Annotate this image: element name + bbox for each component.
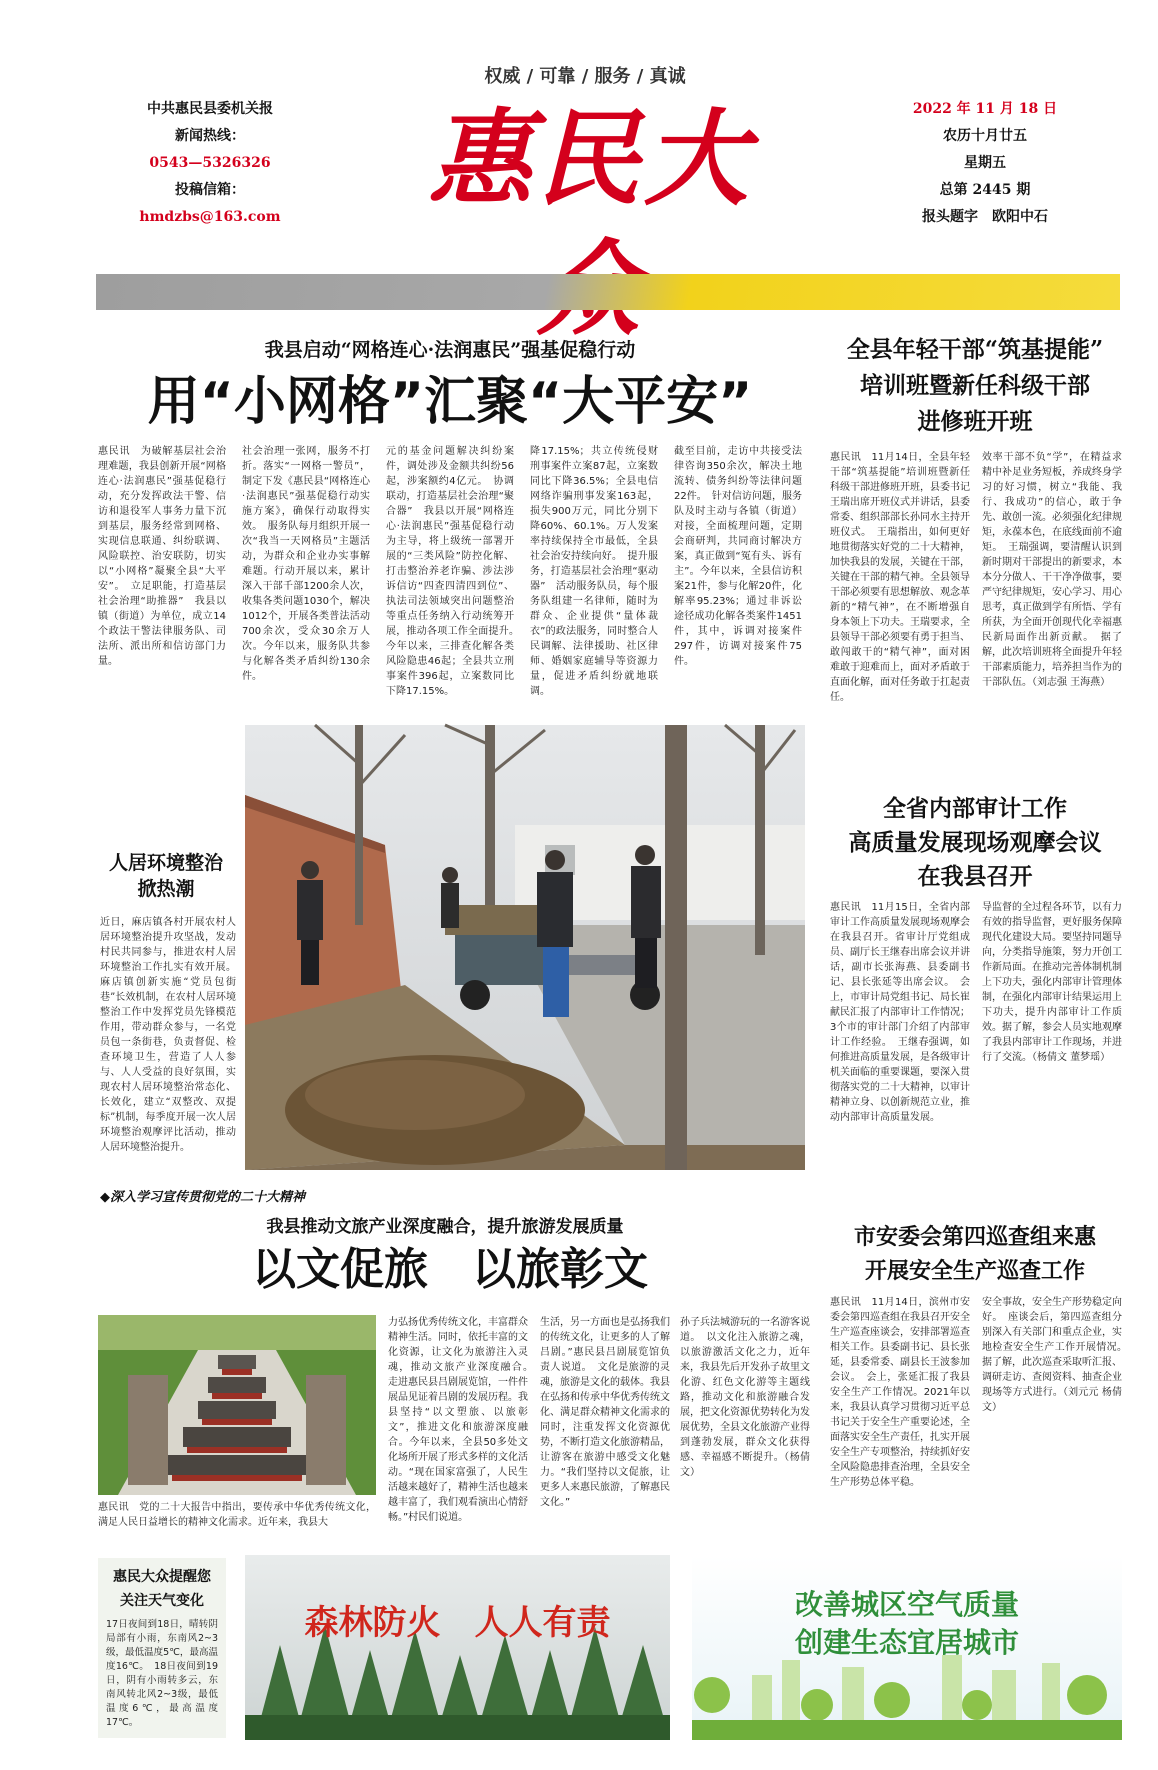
right3-column-a: 惠民讯 11月14日，滨州市安委会第四巡查组在我县召开安全生产巡查座谈会，安排部署巡查相关工作。县委副书记、县长张延，县委常委、副县长王波参加会议。 会上，张延汇报了我县安全生产工作情况。2021年以来，我县认真学习贯彻习近平总书记关于安全生产重要论述，全面落实安全生产责任，扎实开展安全生产专项整治，持续抓好安全风险隐患排查治理，全县安全生产形势总体平稳。 [830,1297,970,1488]
culture-caption: 惠民讯 党的二十大报告中指出，要传承中华优秀传统文化，满足人民日益增长的精神文化需求。近年来，我县大 [98,1502,376,1528]
lead-column-1: 惠民讯 为破解基层社会治理难题，我县创新开展“网格连心·法润惠民”强基促稳行动，充分发挥政法干警、信访和退役军人事务力量下沉到基层，服务经常到网格、实现信息联通、纠纷联调、风险联控、治安联防，切实以“小网格”凝聚全县“大平安”。 立足职能，打造基层社会治理“助推器” 我县以镇（街道）为单位，成立14个政法干警法律服务队、司法所、派出所和信访部门力量。 [98,446,226,667]
organ-name: 中共惠民县委机关报 [147,101,273,117]
forest-ad-trees [245,1555,670,1740]
right1-column-b: 效率干部不负“学”，在精益求精中补足业务短板，养成终身学习的好习惯，树立“我能、我行、我成功”的信心，敢于争先、敢创一流。必须强化纪律规矩，永葆本色，在底线面前不逾矩。 王瑞强调，要清醒认识到新时期对干部提出的新要求，本本分分做人、干干净净做事，要严守纪律规矩，安心学习、用心思考，真正做到学有所悟、学有所获，为全面开创现代化幸福惠民新局面作出新贡献。 据了解，此次培训班将全面提升年轻干部素质能力，培养担当作为的干部队伍。（刘志强 王海燕） [982,452,1122,688]
air-ad-line2: 创建生态宜居城市 [794,1626,1019,1659]
issue-date: 2022 年 11 月 18 日 [912,101,1058,117]
feature-title [96,850,236,902]
weather-text: 17日夜间到18日，晴转阴局部有小雨，东南风2~3级，最低温度5℃，最高温度16℃。 18日夜间到19日，阴有小雨转多云，东南风转北风2~3级，最低温度6℃，最高温度17℃。 [106,1619,218,1728]
masthead-right [900,96,1070,231]
feature-photo [245,725,805,1170]
masthead-slogan: 权威 / 可靠 / 服务 / 真诚 [484,66,686,87]
masthead-title: 惠民大 [427,97,752,220]
culture-column-4: 孙子兵法城游玩的一名游客说道。 以文化注入旅游之魂，以旅游激活文化之力，近年来，我县先后开发孙子故里文化游、红色文化游等主题线路，推动文化和旅游融合发展，把文化资源优势转化为发展优势，全县文化旅游产业得到蓬勃发展，群众文化获得感、幸福感不断提升。（杨倩文） [680,1317,810,1478]
lead-subtitle: 我县启动“网格连心·法润惠民”强基促稳行动 [264,339,636,361]
air-ad-line1: 改善城区空气质量 [794,1588,1019,1621]
culture-column-2: 力弘扬优秀传统文化，丰富群众精神生活。同时，依托丰富的文化资源，让文化为旅游注入灵魂，推动文旅产业深度融合。 走进惠民县吕剧展览馆，一件件展品见证着吕剧的发展历程。我县坚持“以文塑旅、以旅彰文”，推进文化和旅游深度融合。今年以来，全县50多处文化场所开展了形式多样的文化活动。“现在国家富强了，人民生活越来越好了，精神生活也越来越丰富了，我们观看演出心情舒畅。”村民们说道。 [388,1317,538,1523]
culture-photo-image [98,1315,376,1495]
lunar-date: 农历十月廿五 [943,128,1027,144]
right2-title [820,792,1130,894]
forest-fire-ad [245,1555,670,1740]
right3-column-b: 安全事故，安全生产形势稳定向好。 座谈会后，第四巡查组分别深入有关部门和重点企业，实地检查安全生产工作开展情况。 据了解，此次巡查采取听汇报、调研走访、查阅资料、抽查企业现场等方式进行。（刘元元 杨倩文） [982,1297,1132,1413]
feature-title-line2: 掀热潮 [137,878,195,900]
right2-column-a: 惠民讯 11月15日，全省内部审计工作高质量发展现场观摩会在我县召开。省审计厅党组成员、副厅长王继春出席会议并讲话，副市长张海燕、县委副书记、县长张延等出席会议。 会上，市审计局党组书记、局长崔献民汇报了内部审计工作情况；3个市的审计部门介绍了内部审计工作经验。 王继春强调，如何推进高质量发展，是各级审计机关面临的重要课题，要深入贯彻落实党的二十大精神，以审计精神立身、以创新规范立业，推动内部审计高质量发展。 [830,902,970,1123]
right1-title-line3: 进修班开班 [917,408,1033,435]
feature-title-line1: 人居环境整治 [108,852,223,874]
email-label: 投稿信箱： [175,182,245,198]
right3-title-line1: 市安委会第四巡查组来惠 [853,1224,1096,1250]
right3-title [820,1220,1130,1288]
lead-title: 用“小网格”汇聚“大平安” [147,372,753,432]
masthead-band [96,274,1120,310]
hotline-label: 新闻热线： [175,128,245,144]
culture-photo [98,1315,376,1495]
right1-column-a: 惠民讯 11月14日，全县年轻干部“筑基提能”培训班暨新任科级干部进修班开班，县委书记王瑞出席开班仪式并讲话，县委常委、组织部部长孙同水主持开班仪式。 王瑞指出，如何更好地贯彻落实好党的二十大精神，加快我县的发展，关键在干部，关键在干部的精气神。全县领导干部必须要有思想解放、观念革新的“精气神”，在不断增强自身本领上下功夫。王瑞要求，全县领导干部必须要有勇于担当、敢闯敢干的“精气神”，面对困难敢于迎难而上，面对矛盾敢于直面化解，面对任务敢于扛起责任。 [830,452,970,703]
culture-column-3: 生活，另一方面也是弘扬我们的传统文化，让更多的人了解吕剧。”惠民县吕剧展览馆负责人说道。 文化是旅游的灵魂，旅游是文化的载体。我县在弘扬和传承中华优秀传统文化、满足群众精神文化需求的同时，注重发挥文化资源优势，不断打造文化旅游精品，让游客在旅游中感受文化魅力。“我们坚持以文促旅，让更多人来惠民旅游，了解惠民文化。” [540,1317,670,1508]
culture-title: 以文促旅 以旅彰文 [252,1244,648,1295]
lead-column-4: 降17.15%；共立传统侵财刑事案件立案87起，立案数同比下降36.5%；全县电信网络诈骗刑事发案163起，损失900万元，同比分别下降60%、60.1%。万人发案率持续保持全市最低，全县社会治安持续向好。 提升服务，打造基层社会治理“驱动器” 活动服务队员，每个服务队组建一名律师，随时为群众、企业提供“量体裁衣”的政法服务，同时整合人民调解、法律援助、社区律师、婚姻家庭辅导等资源力量，促进矛盾纠纷就地联调。 [530,446,658,697]
masthead-left [130,96,290,231]
weather-title-line1: 惠民大众提醒您 [113,1569,211,1585]
hotline-number: 0543—5326326 [149,155,271,171]
air-quality-ad [692,1555,1122,1740]
weekday: 星期五 [964,155,1006,171]
weather-box [98,1558,226,1738]
feature-photo-image [245,725,805,1170]
right2-column-b: 导监督的全过程各环节，以有力有效的指导监督，更好服务保障现代化建设大局。要坚持同题导向，分类指导施策，努力开创工作新局面。在推动完善体制机制上下功夫，强化内部审计管理体制，在强化内部审计结果运用上下功夫，提升内部审计工作质效。据了解，参会人员实地观摩了我县内部审计工作现场，并进行了交流。（杨倩文 董梦瑶） [982,902,1122,1063]
forest-ad-slogan: 森林防火 人人有责 [304,1603,611,1643]
lead-column-2: 社会治理一张网，服务不打折。落实“一网格一警员”，制定下发《惠民县“网格连心·法润惠民”强基促稳行动实施方案》，确保行动取得实效。 服务队每月组织开展一次“我当一天网格员”主题活动，为群众和企业办实事解难题。行动开展以来，累计深入干部千部1200余人次，收集各类问题1030个，解决1012个，开展各类普法活动700余次，受众30余万人次。今年以来，服务队共参与化解各类矛盾纠纷130余件。 [242,446,370,682]
right3-title-line2: 开展安全生产巡查工作 [864,1258,1085,1284]
email-address: hmdzbs@163.com [139,209,281,225]
right1-title [820,332,1130,440]
right2-title-line2: 高质量发展现场观摩会议 [848,829,1102,856]
calligraphy-credit: 报头题字 欧阳中石 [922,209,1048,225]
feature-text: 近日，麻店镇各村开展农村人居环境整治提升攻坚战，发动村民共同参与，推进农村人居环境整治工作扎实有效开展。麻店镇创新实施“党员包街巷”长效机制，在农村人居环境整治工作中发挥党员先锋模范作用，带动群众参与，一名党员包一条街巷，负责督促、检查环境卫生，营造了人人参与、人人受益的良好氛围，实现农村人居环境整治常态化、长效化，建立“双整改、双提标”机制，每季度开展一次人居环境整治观摩评比活动，推动人居环境整治提升。 [100,917,236,1153]
weather-title-line2: 关注天气变化 [120,1593,204,1609]
issue-number: 总第 2445 期 [939,182,1031,198]
right1-title-line2: 培训班暨新任科级干部 [860,372,1090,399]
right2-title-line1: 全省内部审计工作 [883,795,1067,822]
culture-kicker: ◆深入学习宣传贯彻党的二十大精神 [100,1190,305,1205]
right2-title-line3: 在我县召开 [917,863,1033,890]
lead-column-3: 元的基金问题解决纠纷案件，调处涉及金额共纠纷56起，涉案额约4亿元。 协调联动，打造基层社会治理“聚合器” 我县以开展“网格连心·法润惠民”强基促稳行动为主导，将上级统一部署开展的“三类风险”防控化解、打击整治养老诈骗、涉法涉诉信访“四查四清四到位”、执法司法领域突出问题整治等重点任务纳入行动统筹开展，推动各项工作全面提升。 今年以来，三排查化解各类风险隐患46起；全县共立刑事案件396起，立案数同比下降17.15%。 [386,446,524,697]
right1-title-line1: 全县年轻干部“筑基提能” [846,336,1104,363]
culture-subtitle: 我县推动文旅产业深度融合，提升旅游发展质量 [266,1217,624,1237]
lead-column-5: 截至目前，走访中共接受法律咨询350余次，解决土地流转、债务纠纷等法律问题22件。 针对信访问题，服务队及时主动与各镇（街道）对接，全面梳理问题，定期会商研判，共同商讨解决方案，真正做到“冤有头、诉有主”。今年以来，全县信访积案21件，参与化解20件，化解率95.23%；通过非诉讼途径成功化解各类案件1451件，其中，诉调对接案件297件，访调对接案件75件。 [674,446,802,667]
